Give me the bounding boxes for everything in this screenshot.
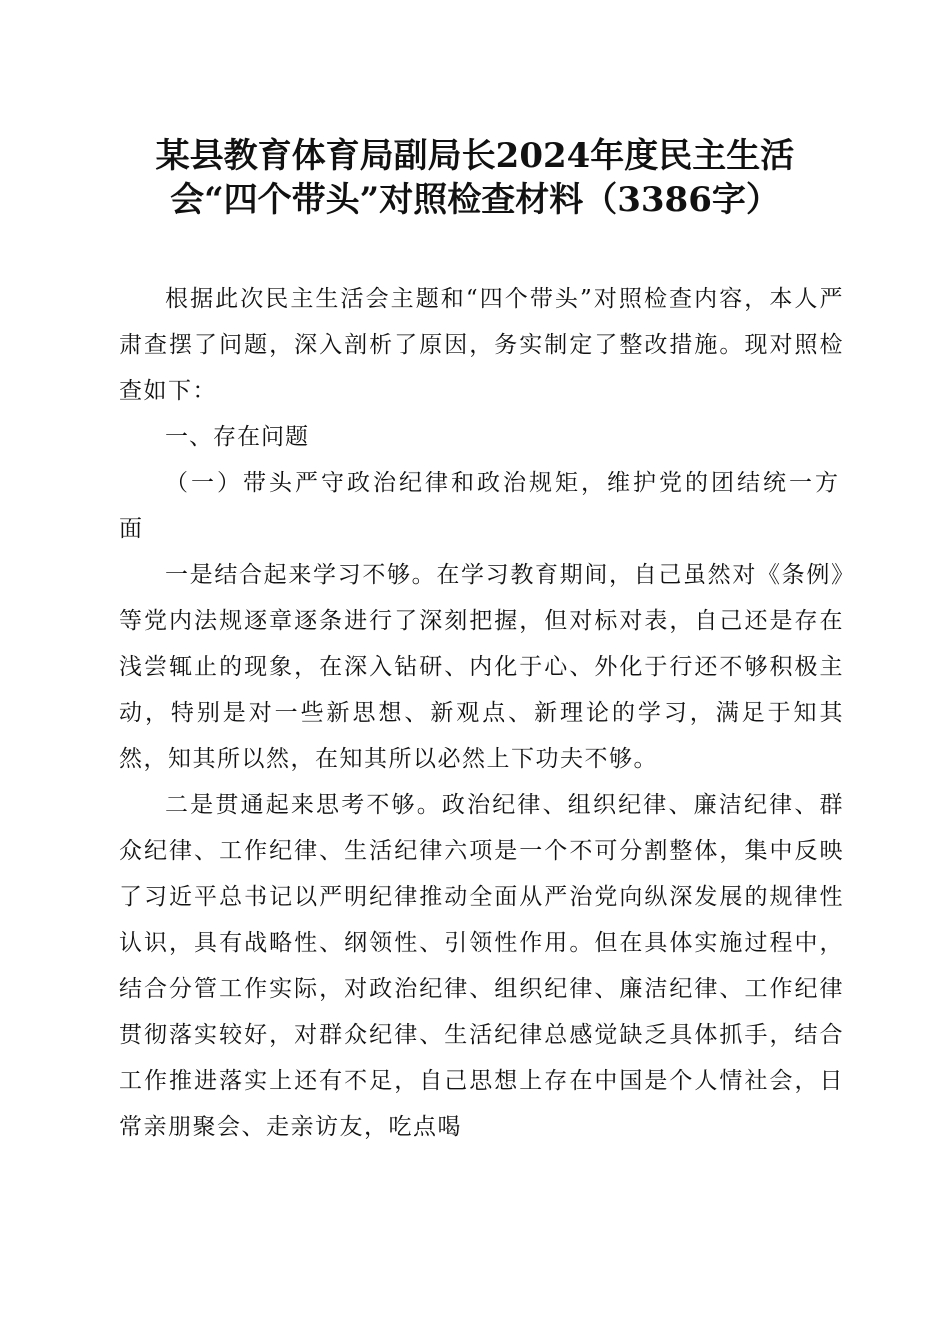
point-2-text: 政治纪律、组织纪律、廉洁纪律、群众纪律、工作纪律、生活纪律六项是一个不可分割整体，集中反映了习近平总书记以严明纪律推动全面从严治党向纵深发展的规律性认识，具有战略性、纲领性、引领性作用。但在具体实施过程中，结合分管工作实际，对政治纪律、组织纪律、廉洁纪律、工作纪律贯彻落实较好，对群众纪律、生活纪律总感觉缺乏具体抓手，结合工作推进落实上还有不足，自己思想上存在中国是个人情社会，日常亲朋聚会、走亲访友，吃点喝 bbox=[119, 792, 845, 1140]
document-body bbox=[119, 276, 844, 1150]
point-1-paragraph bbox=[119, 552, 844, 782]
title-line-1: 某县教育体育局副局长2024年度民主生活 bbox=[155, 136, 795, 176]
document-title bbox=[100, 134, 850, 222]
title-line-2: 会“四个带头”对照检查材料（3386字） bbox=[170, 180, 780, 220]
intro-paragraph: 根据此次民主生活会主题和“四个带头”对照检查内容，本人严肃查摆了问题，深入剖析了原因，务实制定了整改措施。现对照检查如下： bbox=[119, 286, 844, 404]
point-1-lead: 一是结合起来学习不够。 bbox=[165, 562, 437, 588]
subsection-heading: （一）带头严守政治纪律和政治规矩，维护党的团结统一方面 bbox=[119, 470, 841, 542]
point-2-paragraph bbox=[119, 782, 844, 1150]
point-2-lead: 二是贯通起来思考不够。 bbox=[165, 792, 442, 818]
point-1-text: 在学习教育期间，自己虽然对《条例》等党内法规逐章逐条进行了深刻把握，但对标对表，自己还是存在浅尝辄止的现象，在深入钻研、内化于心、外化于行还不够积极主动，特别是对一些新思想、新观点、新理论的学习，满足于知其然，知其所以然，在知其所以必然上下功夫不够。 bbox=[119, 562, 845, 772]
section-heading: 一、存在问题 bbox=[165, 424, 309, 450]
